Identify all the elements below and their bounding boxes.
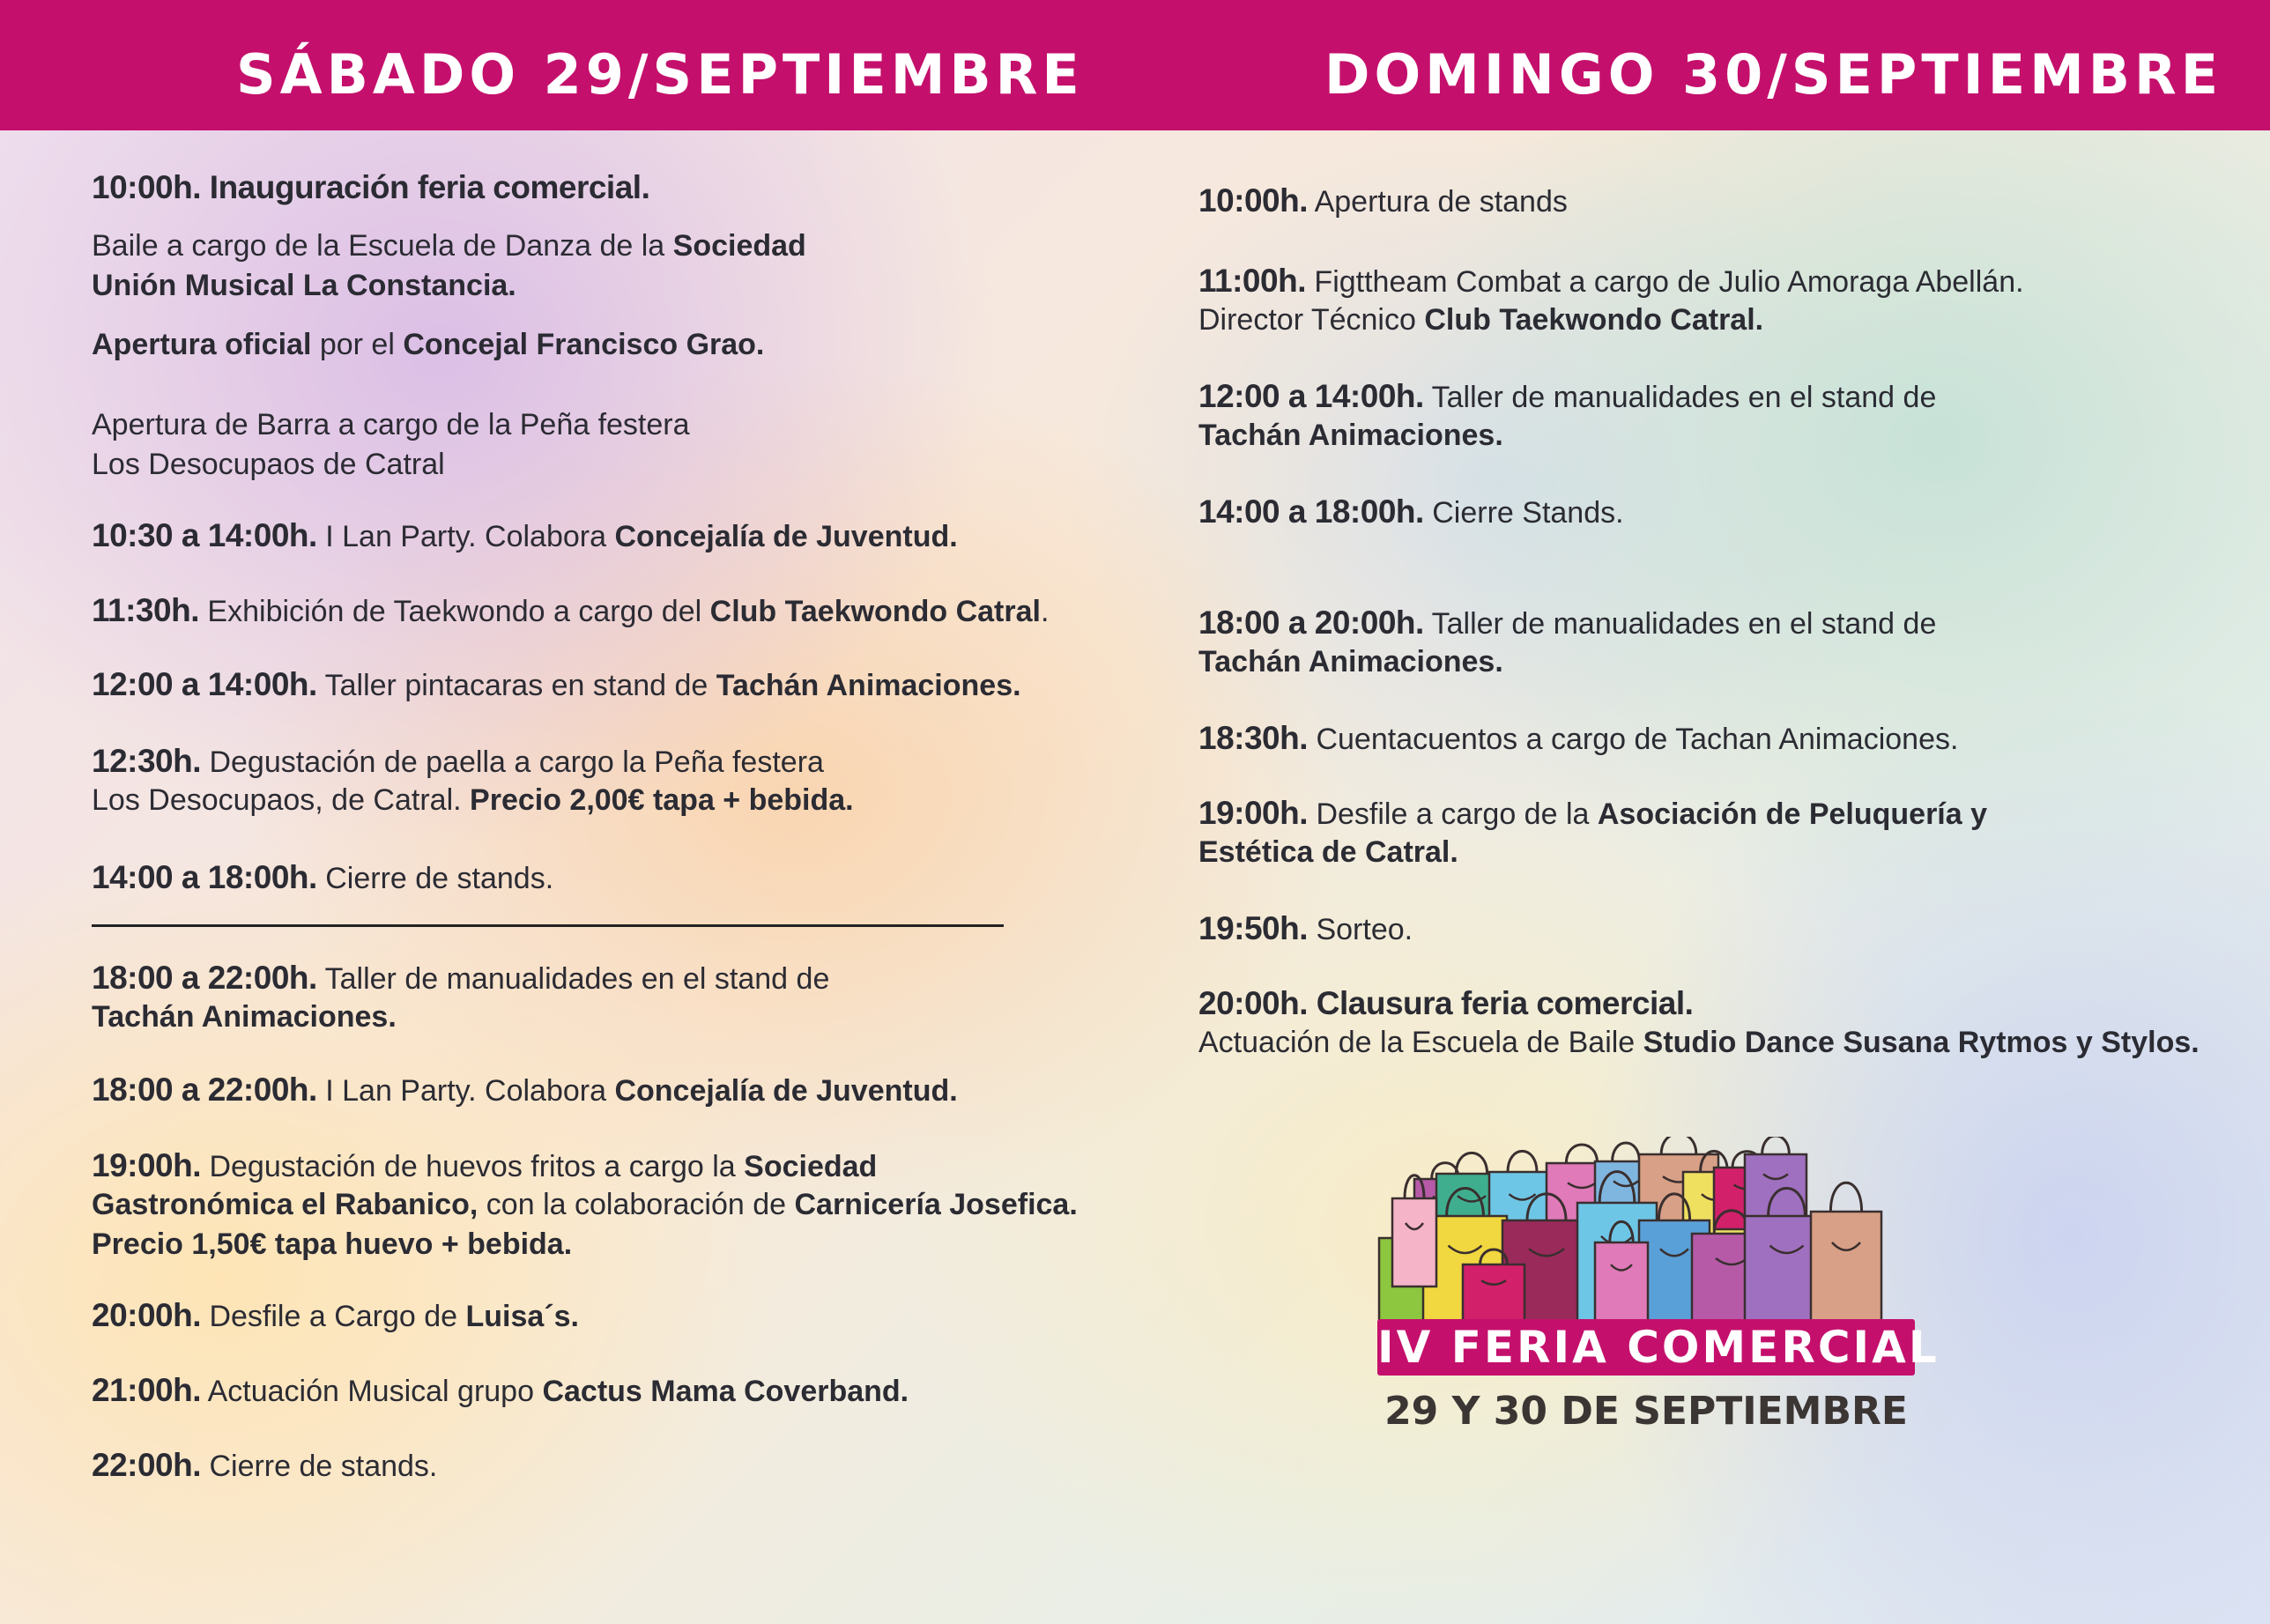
saturday-entry-8-line [92,857,553,899]
event-time: 18:00 a 22:00h. [92,1072,317,1108]
event-time: 12:30h. [92,743,202,779]
event-highlight: Concejal Francisco Grao. [403,328,765,361]
event-highlight: Sociedad [672,229,806,263]
event-highlight: Asociación de Peluquería y [1597,797,1988,831]
saturday-entry-4-line [92,515,958,557]
event-text: Desfile a cargo de la [1308,797,1598,831]
shopping-bags-icon [1375,1137,1921,1326]
event-time: 21:00h. [92,1372,202,1408]
event-time: 11:00h. [1198,263,1306,299]
event-text: Los Desocupaos, de Catral. [92,783,471,817]
saturday-entry-3-line [92,445,445,485]
event-text: con la colaboración de [478,1188,795,1221]
event-highlight: Estética de Catral. [1198,835,1458,869]
schedule-divider [92,924,1004,927]
event-text: Apertura de Barra a cargo de la Peña festera [92,408,690,441]
event-time: 20:00h. [92,1297,202,1333]
saturday-entry-10-line [92,1070,958,1111]
event-text: Cierre Stands. [1423,496,1624,530]
event-text: Actuación Musical grupo [201,1375,543,1408]
saturday-entry-7-line [92,741,824,782]
event-text: Degustación de paella a cargo la Peña festera [201,745,824,779]
event-time: 12:00 a 14:00h. [1198,378,1424,414]
event-text: Baile a cargo de la Escuela de Danza de la [92,229,673,263]
event-time: 14:00 a 18:00h. [92,859,317,895]
event-time: 19:00h. [92,1147,202,1183]
sunday-entry-8-line [1198,983,1693,1025]
fair-dates: 29 Y 30 DE SEPTIEMBRE [1384,1389,1908,1434]
event-highlight: Gastronómica el Rabanico, [92,1188,478,1221]
saturday-entry-11-line [92,1185,1078,1225]
sunday-entry-7-line [1198,908,1413,950]
sunday-entry-0-line [1198,181,1568,222]
event-text: Exhibición de Taekwondo a cargo del [198,595,710,628]
fair-banner-text: IV FERIA COMERCIAL [1377,1322,1940,1373]
event-highlight: Unión Musical La Constancia. [92,269,516,302]
event-time: 19:00h. [1198,795,1309,831]
saturday-entry-1-line [92,226,806,266]
event-text: Taller pintacaras en stand de [316,669,716,702]
event-time: 10:00h. Inauguración feria comercial. [92,169,650,205]
shopping-bag-icon [1745,1137,1806,1225]
event-text: por el [311,328,404,361]
event-highlight: Luisa´s. [465,1300,579,1333]
event-highlight: Sociedad [744,1150,878,1183]
event-highlight: Tachán Animaciones. [716,669,1021,702]
event-text: Los Desocupaos de Catral [92,448,445,481]
event-time: 10:00h. [1198,182,1309,219]
event-highlight: Tachán Animaciones. [1198,645,1503,679]
saturday-entry-13-line [92,1370,909,1412]
event-text: Taller de manualidades en el stand de [1423,381,1937,414]
fair-logo [1375,1137,1940,1454]
event-time: 12:00 a 14:00h. [92,666,317,702]
saturday-entry-12-line [92,1295,579,1337]
saturday-entry-6-line [92,664,1021,706]
event-highlight: Tachán Animaciones. [92,1000,397,1034]
event-text: Actuación de la Escuela de Baile [1198,1026,1643,1059]
event-highlight: Tachán Animaciones. [1198,419,1503,452]
event-highlight: Precio 1,50€ tapa huevo + bebida. [92,1227,573,1261]
fair-banner [1377,1319,1940,1376]
sunday-title: DOMINGO 30/SEPTIEMBRE [1324,42,2223,107]
sunday-entry-2-line [1198,376,1936,418]
event-time: 14:00 a 18:00h. [1198,493,1424,530]
event-text: Taller de manualidades en el stand de [316,962,830,996]
event-text: Cierre de stands. [316,862,554,895]
event-highlight: Carnicería Josefica. [794,1188,1078,1221]
event-highlight: Concejalía de Juventud. [614,1074,958,1108]
event-highlight: Studio Dance Susana Rytmos y Stylos. [1643,1026,2200,1059]
header-bar [0,0,2270,130]
sunday-entry-3-line [1198,492,1624,533]
event-highlight: Club Taekwondo Catral. [1424,303,1764,337]
event-time: 22:00h. [92,1447,202,1483]
event-time: 18:00 a 22:00h. [92,960,317,996]
sunday-entry-1-line [1198,261,2024,302]
event-text: Figttheam Combat a cargo de Julio Amoraga Abellán. [1305,265,2024,299]
event-time: 19:50h. [1198,910,1309,946]
sunday-entry-4-line [1198,603,1936,644]
saturday-entry-14-line [92,1445,437,1487]
saturday-entry-9-line [92,997,397,1037]
event-text: I Lan Party. Colabora [316,1074,615,1108]
event-time: 10:30 a 14:00h. [92,517,317,553]
saturday-entry-0-line [92,167,649,209]
event-text: Apertura de stands [1308,185,1568,219]
saturday-entry-3-line [92,405,690,445]
saturday-entry-11-line [92,1225,572,1264]
event-text: Director Técnico [1198,303,1425,337]
event-text: Cierre de stands. [201,1450,438,1483]
sunday-entry-4-line [1198,642,1503,682]
sunday-entry-1-line [1198,300,1763,340]
saturday-entry-2-line [92,325,764,365]
saturday-entry-7-line [92,781,854,820]
event-time: 20:00h. Clausura feria comercial. [1198,985,1694,1021]
event-highlight: Club Taekwondo Catral [709,595,1041,628]
shopping-bag-icon [1811,1183,1881,1322]
event-highlight: Apertura oficial [92,328,312,361]
sunday-entry-6-line [1198,833,1458,872]
event-text: Taller de manualidades en el stand de [1423,607,1937,641]
event-text: I Lan Party. Colabora [316,520,615,553]
sunday-entry-6-line [1198,793,1987,834]
saturday-entry-5-line [92,590,1049,632]
event-text: Degustación de huevos fritos a cargo la [201,1150,745,1183]
event-text: Cuentacuentos a cargo de Tachan Animaciones. [1308,723,1959,756]
sunday-entry-5-line [1198,718,1958,760]
event-time: 18:30h. [1198,720,1309,756]
event-text: Sorteo. [1308,913,1413,946]
event-text: . [1040,595,1050,628]
event-time: 18:00 a 20:00h. [1198,604,1424,641]
event-highlight: Precio 2,00€ tapa + bebida. [470,783,854,817]
event-time: 11:30h. [92,592,199,628]
sunday-entry-2-line [1198,416,1503,456]
sunday-entry-8-line [1198,1023,2200,1063]
event-text: Desfile a Cargo de [201,1300,466,1333]
saturday-entry-11-line [92,1146,877,1187]
saturday-entry-9-line [92,958,829,999]
event-highlight: Concejalía de Juventud. [614,520,958,553]
event-highlight: Cactus Mama Coverband. [542,1375,909,1408]
saturday-entry-1-line [92,266,516,306]
saturday-title: SÁBADO 29/SEPTIEMBRE [236,42,1084,107]
